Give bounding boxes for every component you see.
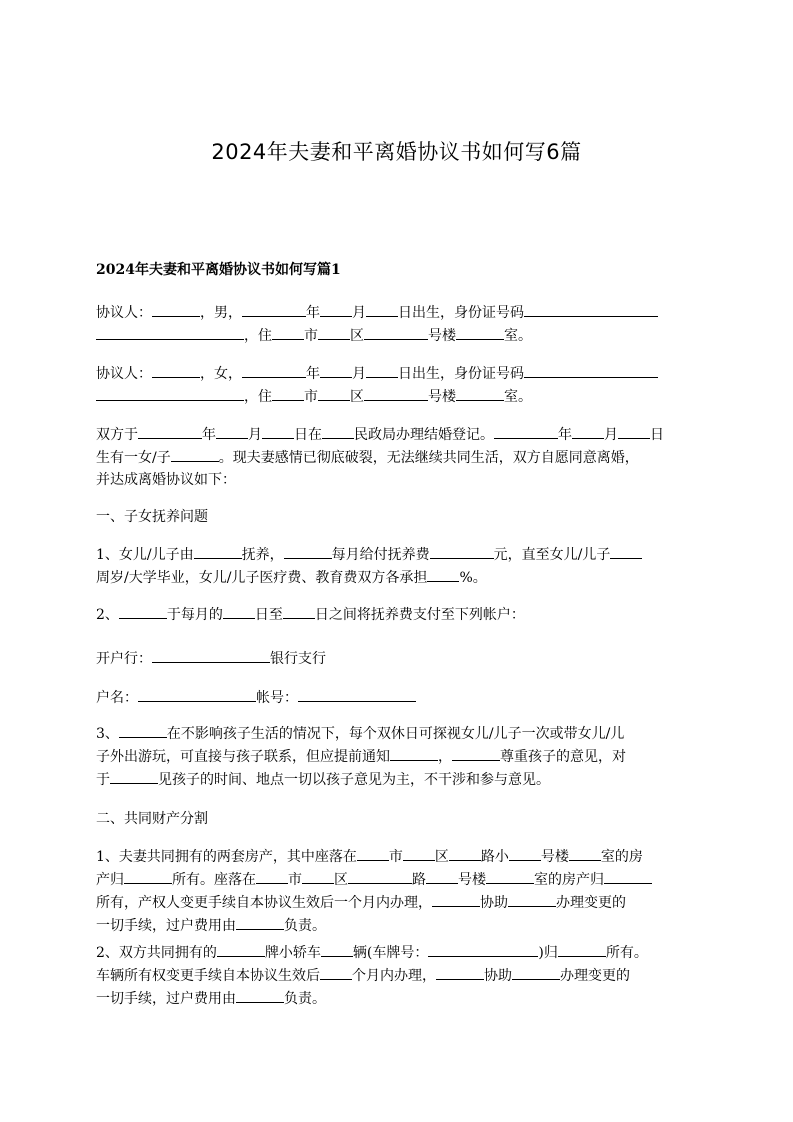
party-female-paragraph: 协议人： ，女， 年 月 日出生，身份证号码 ，住 市 区 号楼 室。 bbox=[96, 362, 706, 408]
blank-name[interactable] bbox=[152, 362, 200, 378]
blank-day[interactable] bbox=[262, 423, 294, 439]
blank-year[interactable] bbox=[242, 301, 306, 317]
blank-city[interactable] bbox=[272, 324, 304, 340]
blank-building[interactable] bbox=[364, 324, 428, 340]
blank-day-start[interactable] bbox=[223, 603, 255, 619]
blank-room[interactable] bbox=[486, 868, 534, 884]
blank-city[interactable] bbox=[256, 868, 288, 884]
blank-owner[interactable] bbox=[558, 941, 606, 957]
blank-brand[interactable] bbox=[217, 941, 265, 957]
blank-assist[interactable] bbox=[432, 891, 480, 907]
blank-month[interactable] bbox=[572, 423, 604, 439]
blank-city[interactable] bbox=[357, 845, 389, 861]
property-item-1: 1、夫妻共同拥有的两套房产，其中座落在 市 区 路小 号楼 室的房 产归 所有。座落在 市 区 路 号楼 室的房产归 所有，产权人变更手续自本协议生效后一个月内办理， 协助 办理变更的 一切手续，过户费用由 负责。 bbox=[96, 845, 706, 937]
blank-count[interactable] bbox=[321, 941, 353, 957]
blank-month[interactable] bbox=[320, 301, 352, 317]
blank-id-number-cont[interactable] bbox=[96, 324, 244, 340]
blank-percent[interactable] bbox=[427, 566, 459, 582]
blank-road[interactable] bbox=[348, 868, 412, 884]
blank-room[interactable] bbox=[569, 845, 601, 861]
blank-plate[interactable] bbox=[428, 941, 538, 957]
blank-fee-payer[interactable] bbox=[236, 987, 284, 1003]
blank-assist[interactable] bbox=[436, 964, 484, 980]
blank-day-end[interactable] bbox=[283, 603, 315, 619]
blank-amount[interactable] bbox=[430, 543, 494, 559]
custody-item-3: 3、 在不影响孩子生活的情况下，每个双休日可探视女儿/儿子一次或带女儿/儿 子外出游玩，可直接与孩子联系，但应提前通知 ， 尊重孩子的意见，对 于 见孩子的时间、地点一切以孩子意见为主，不干涉和参与意见。 bbox=[96, 722, 706, 791]
blank-day[interactable] bbox=[366, 362, 398, 378]
blank-district[interactable] bbox=[318, 324, 350, 340]
blank-district[interactable] bbox=[318, 385, 350, 401]
bank-line: 开户行： 银行支行 bbox=[96, 647, 706, 670]
blank-district[interactable] bbox=[302, 868, 334, 884]
blank-notify[interactable] bbox=[390, 745, 438, 761]
custody-item-1: 1、女儿/儿子由 抚养， 每月给付抚养费 元，直至女儿/儿子 周岁/大学毕业，女儿/儿子医疗费、教育费双方各承担 %。 bbox=[96, 543, 706, 589]
blank-child-name[interactable] bbox=[171, 446, 219, 462]
blank-building[interactable] bbox=[509, 845, 541, 861]
blank-room[interactable] bbox=[456, 385, 504, 401]
blank-payer[interactable] bbox=[119, 603, 167, 619]
blank-room[interactable] bbox=[456, 324, 504, 340]
blank-id-number-cont[interactable] bbox=[96, 385, 244, 401]
blank-account-name[interactable] bbox=[138, 686, 256, 702]
section-1-title: 一、子女抚养问题 bbox=[96, 509, 208, 525]
custody-item-2: 2、 于每月的 日至 日之间将抚养费支付至下列帐户： bbox=[96, 603, 706, 626]
blank-owner[interactable] bbox=[124, 868, 172, 884]
blank-respect[interactable] bbox=[452, 745, 500, 761]
blank-district[interactable] bbox=[403, 845, 435, 861]
section-2-title: 二、共同财产分割 bbox=[96, 811, 208, 827]
section-heading: 2024年夫妻和平离婚协议书如何写篇1 bbox=[96, 262, 341, 278]
blank-civil-affairs[interactable] bbox=[322, 423, 354, 439]
blank-bank[interactable] bbox=[152, 647, 270, 663]
blank-year[interactable] bbox=[138, 423, 202, 439]
blank-building[interactable] bbox=[426, 868, 458, 884]
blank-day[interactable] bbox=[618, 423, 650, 439]
blank-id-number[interactable] bbox=[524, 362, 658, 378]
blank-road[interactable] bbox=[449, 845, 481, 861]
blank-city[interactable] bbox=[272, 385, 304, 401]
blank-fee-payer[interactable] bbox=[236, 914, 284, 930]
blank-visit[interactable] bbox=[110, 768, 158, 784]
blank-guardian[interactable] bbox=[194, 543, 242, 559]
account-line: 户名： 帐号： bbox=[96, 686, 706, 709]
blank-owner[interactable] bbox=[604, 868, 652, 884]
blank-building[interactable] bbox=[364, 385, 428, 401]
blank-account-number[interactable] bbox=[298, 686, 416, 702]
property-item-2: 2、双方共同拥有的 牌小轿车 辆(车牌号： )归 所有。 车辆所有权变更手续自本协议生效后 个月内办理， 协助 办理变更的 一切手续，过户费用由 负责。 bbox=[96, 941, 706, 1010]
blank-day[interactable] bbox=[366, 301, 398, 317]
document-title: 2024年夫妻和平离婚协议书如何写6篇 bbox=[211, 140, 582, 164]
blank-payer[interactable] bbox=[284, 543, 332, 559]
blank-handler[interactable] bbox=[508, 891, 556, 907]
blank-month[interactable] bbox=[320, 362, 352, 378]
blank-handler[interactable] bbox=[512, 964, 560, 980]
party-male-paragraph: 协议人： ，男， 年 月 日出生，身份证号码 ，住 市 区 号楼 室。 bbox=[96, 301, 706, 347]
blank-year[interactable] bbox=[494, 423, 558, 439]
blank-year[interactable] bbox=[242, 362, 306, 378]
blank-age[interactable] bbox=[610, 543, 642, 559]
blank-name[interactable] bbox=[152, 301, 200, 317]
blank-month[interactable] bbox=[216, 423, 248, 439]
blank-id-number[interactable] bbox=[524, 301, 658, 317]
blank-months[interactable] bbox=[320, 964, 352, 980]
blank-visitor[interactable] bbox=[119, 722, 167, 738]
marriage-paragraph: 双方于 年 月 日在 民政局办理结婚登记。 年 月 日 生有一女/子 。现夫妻感情已彻底破裂，无法继续共同生活，双方自愿同意离婚， 并达成离婚协议如下： bbox=[96, 423, 706, 492]
